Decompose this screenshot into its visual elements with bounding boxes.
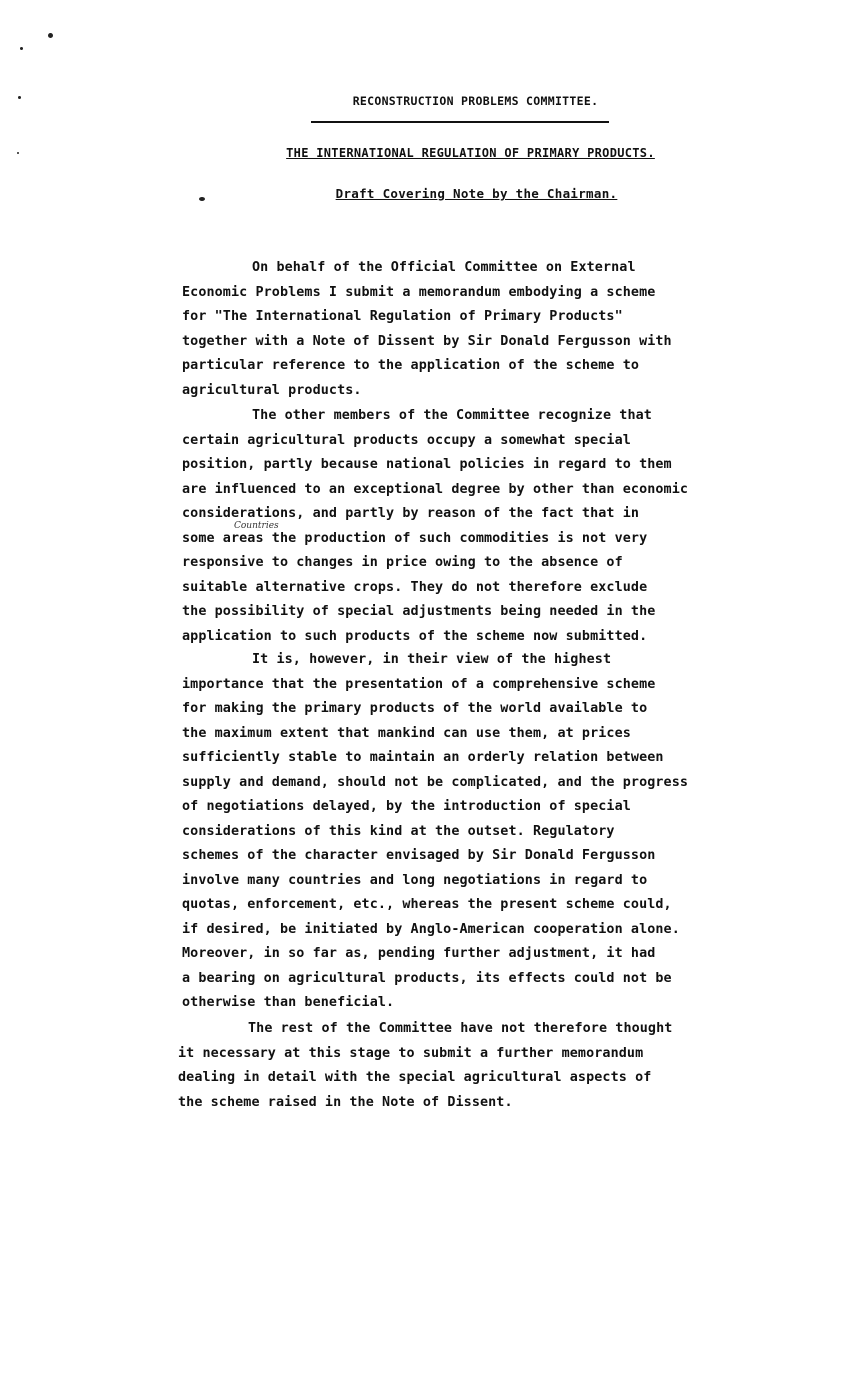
text-line: the possibility of special adjustments being needed in the: [182, 604, 656, 619]
paragraph-4: [178, 1017, 798, 1115]
subject-title: THE INTERNATIONAL REGULATION OF PRIMARY PRODUCTS.: [286, 146, 655, 160]
title-underline-rule: [311, 121, 609, 123]
text-line: sufficiently stable to maintain an orderly relation between: [182, 750, 664, 765]
text-line: some areas the production of such commodities is not very: [182, 530, 648, 546]
paragraph-1: [182, 256, 802, 403]
text-line: for "The International Regulation of Primary Products": [182, 309, 623, 324]
text-line: Moreover, in so far as, pending further adjustment, it had: [182, 946, 656, 961]
scan-speck: [48, 33, 53, 38]
text-line: considerations of this kind at the outset. Regulatory: [182, 823, 615, 839]
text-line: for making the primary products of the world available to: [182, 701, 648, 716]
scan-speck: [20, 47, 23, 50]
text-line: position, partly because national policies in regard to them: [182, 457, 672, 472]
text-line: a bearing on agricultural products, its effects could not be: [182, 970, 672, 986]
text-line: otherwise than beneficial.: [182, 995, 395, 1010]
text-line: involve many countries and long negotiations in regard to: [182, 872, 648, 888]
text-line: responsive to changes in price owing to the absence of: [182, 555, 623, 570]
text-line: importance that the presentation of a comprehensive scheme: [182, 676, 656, 692]
scan-speck: [18, 96, 21, 99]
scan-speck: [17, 152, 19, 154]
text-line: the scheme raised in the Note of Dissent.: [178, 1094, 513, 1110]
text-line: of negotiations delayed, by the introduction of special: [182, 799, 631, 814]
text-line: suitable alternative crops. They do not therefore exclude: [182, 579, 648, 595]
text-line: particular reference to the application of the scheme to: [182, 358, 640, 373]
text-line: application to such products of the scheme now submitted.: [182, 628, 648, 644]
text-line: supply and demand, should not be complicated, and the progress: [182, 774, 689, 790]
text-line: agricultural products.: [182, 382, 362, 398]
text-line: are influenced to an exceptional degree by other than economic: [182, 481, 689, 497]
committee-title: RECONSTRUCTION PROBLEMS COMMITTEE.: [352, 94, 599, 108]
text-line: if desired, be initiated by Anglo-American cooperation alone.: [182, 921, 680, 937]
text-line: Economic Problems I submit a memorandum embodying a scheme: [182, 284, 656, 300]
text-line: the maximum extent that mankind can use them, at prices: [182, 725, 631, 741]
text-line: considerations, and partly by reason of the fact that in: [182, 506, 640, 521]
paragraph-3: [182, 648, 802, 1016]
text-line: it necessary at this stage to submit a further memorandum: [178, 1045, 644, 1061]
text-line: together with a Note of Dissent by Sir Donald Fergusson with: [182, 333, 672, 349]
handwritten-annotation: Countries: [234, 521, 279, 531]
text-line: certain agricultural products occupy a somewhat special: [182, 432, 631, 448]
text-line: dealing in detail with the special agricultural aspects of: [178, 1070, 652, 1085]
text-line: schemes of the character envisaged by Sir Donald Fergusson: [182, 848, 656, 863]
text-line: The other members of the Committee recognize that: [252, 408, 652, 423]
text-line: On behalf of the Official Committee on External: [252, 260, 636, 275]
note-title: Draft Covering Note by the Chairman.: [335, 186, 618, 201]
text-line: The rest of the Committee have not therefore thought: [248, 1021, 673, 1036]
text-line: quotas, enforcement, etc., whereas the present scheme could,: [182, 897, 672, 912]
paragraph-2: [182, 404, 802, 649]
text-line: It is, however, in their view of the highest: [252, 652, 612, 667]
